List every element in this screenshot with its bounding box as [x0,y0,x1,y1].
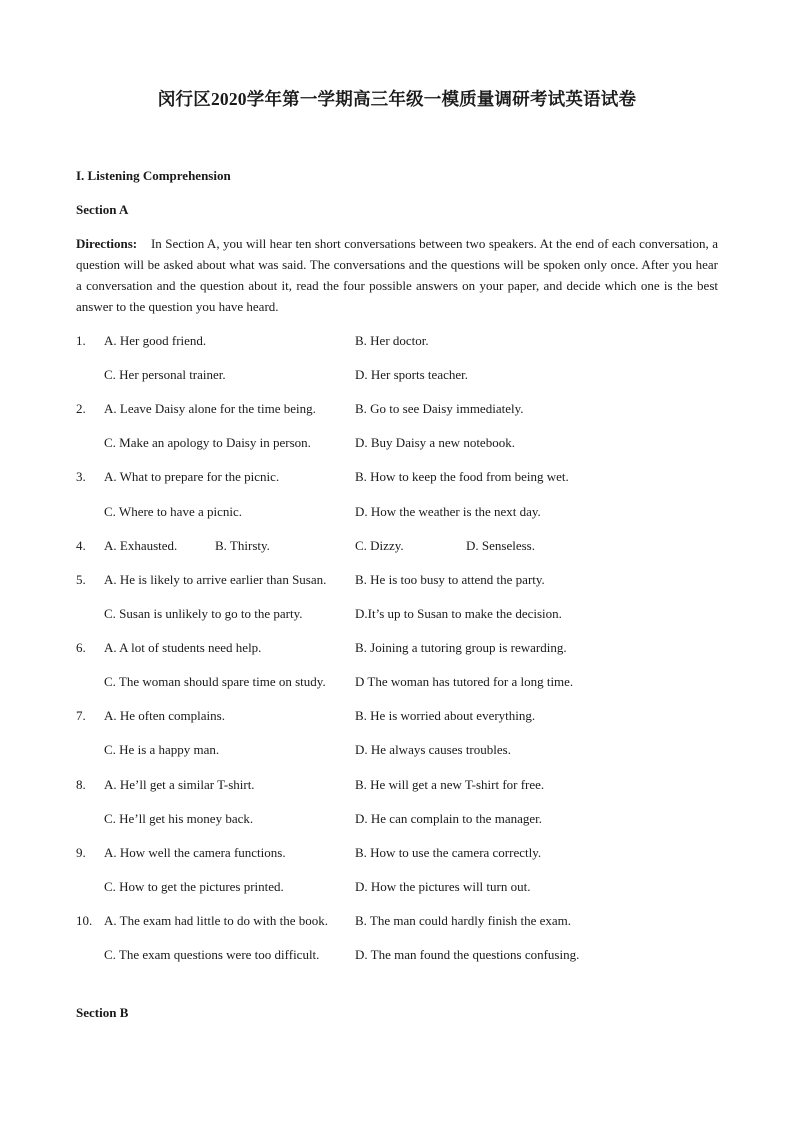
option-b: B. How to use the camera correctly. [355,845,542,860]
question-row [0,365,794,385]
option-c: C. Susan is unlikely to go to the party. [104,606,303,621]
question-number: 5. [76,572,86,587]
option-d: D. How the pictures will turn out. [355,879,531,894]
question-row [0,570,794,590]
part-heading-listening: I. Listening Comprehension [76,168,231,183]
option-d: D. The man found the questions confusing. [355,947,580,962]
question-number: 8. [76,777,86,792]
question-number: 10. [76,913,93,928]
option-d: D. Her sports teacher. [355,367,468,382]
option-c: C. He is a happy man. [104,742,220,757]
option-a: A. Her good friend. [104,333,207,348]
option-a: A. He often complains. [104,708,225,723]
option-b: B. He is too busy to attend the party. [355,572,545,587]
question-number: 4. [76,538,86,553]
question-row [0,502,794,522]
section-a-heading: Section A [76,202,129,217]
question-number: 9. [76,845,86,860]
option-d: D The woman has tutored for a long time. [355,674,574,689]
option-a: A. The exam had little to do with the book. [104,913,328,928]
question-row [0,706,794,726]
question-row [0,911,794,931]
directions-text: In Section A, you will hear ten short conversations between two speakers. At the end of each conversation, a question will be asked about what was said. The conversations and the questions will be spoken only once. After you hear a conversation and the question about it, read the four possible answers on your paper, and decide which one is the best answer to the question you have heard. [76,236,718,314]
option-a: A. How well the camera functions. [104,845,286,860]
question-number: 1. [76,333,86,348]
option-b: B. He will get a new T-shirt for free. [355,777,545,792]
option-a: A. He is likely to arrive earlier than Susan. [104,572,327,587]
option-b: B. Her doctor. [355,333,429,348]
question-row [0,775,794,795]
option-a: A. Leave Daisy alone for the time being. [104,401,316,416]
option-c: C. He’ll get his money back. [104,811,254,826]
option-b: B. Thirsty. [215,538,270,553]
question-row [0,433,794,453]
question-row [0,945,794,965]
section-b-heading: Section B [76,1005,129,1020]
option-c: C. Where to have a picnic. [104,504,243,519]
option-b: B. The man could hardly finish the exam. [355,913,572,928]
question-number: 7. [76,708,86,723]
exam-title: 闵行区2020学年第一学期高三年级一模质量调研考试英语试卷 [157,89,637,109]
directions-label: Directions: [76,236,138,251]
question-row [0,877,794,897]
question-row [0,604,794,624]
option-d: D. How the weather is the next day. [355,504,541,519]
option-b: B. Joining a tutoring group is rewarding. [355,640,567,655]
option-c: C. Make an apology to Daisy in person. [104,435,311,450]
option-c: C. The exam questions were too difficult. [104,947,320,962]
question-row [0,467,794,487]
option-d: D. Senseless. [466,538,535,553]
question-row [0,740,794,760]
option-a: A. What to prepare for the picnic. [104,469,280,484]
option-d: D. He can complain to the manager. [355,811,542,826]
directions-paragraph [76,233,718,317]
option-a: A. A lot of students need help. [104,640,262,655]
question-row [0,843,794,863]
option-c: C. Her personal trainer. [104,367,226,382]
option-d: D. Buy Daisy a new notebook. [355,435,515,450]
question-row [0,809,794,829]
option-b: B. He is worried about everything. [355,708,536,723]
question-row [0,672,794,692]
option-d: D. He always causes troubles. [355,742,511,757]
option-c: C. Dizzy. [355,538,404,553]
option-b: B. Go to see Daisy immediately. [355,401,524,416]
question-row [0,331,794,351]
question-row [0,399,794,419]
option-a: A. He’ll get a similar T-shirt. [104,777,255,792]
question-number: 6. [76,640,86,655]
option-c: C. How to get the pictures printed. [104,879,284,894]
option-c: C. The woman should spare time on study. [104,674,326,689]
option-b: B. How to keep the food from being wet. [355,469,569,484]
question-number: 3. [76,469,86,484]
question-row [0,638,794,658]
question-number: 2. [76,401,86,416]
option-a: A. Exhausted. [104,538,178,553]
question-row [0,536,794,556]
option-d: D.It’s up to Susan to make the decision. [355,606,562,621]
